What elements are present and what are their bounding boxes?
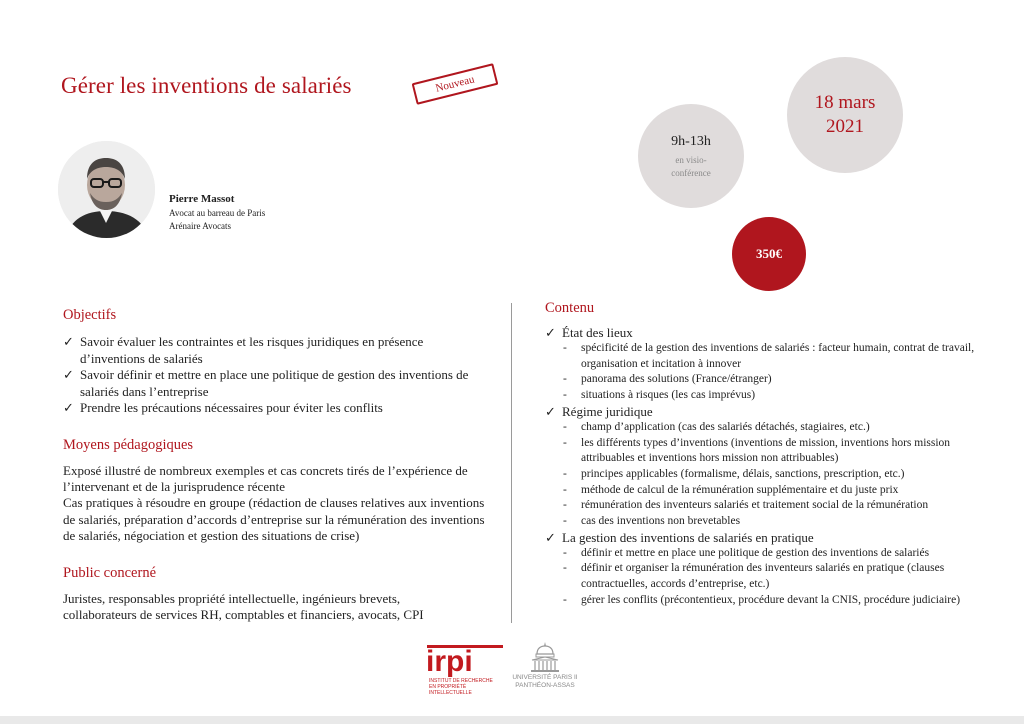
time-circle bbox=[638, 104, 744, 208]
list-item bbox=[545, 546, 1005, 562]
contenu-section-heading bbox=[545, 530, 1005, 546]
list-item-text: spécificité de la gestion des inventions de salariés : facteur humain, contrat de travail, organisation et incitation à innover bbox=[581, 342, 975, 370]
moyens-paragraph-1: Exposé illustré de nombreux exemples et cas concrets tirés de l’expérience de l’intervenant et de la jurisprudence récente bbox=[63, 463, 468, 495]
objectif-text: Prendre les précautions nécessaires pour éviter les conflits bbox=[80, 400, 383, 415]
dash-bullet: - bbox=[563, 389, 567, 402]
dash-bullet: - bbox=[563, 342, 567, 354]
dash-bullet: - bbox=[563, 562, 567, 575]
check-icon: ✓ bbox=[545, 529, 556, 545]
speaker-role: Avocat au barreau de Paris bbox=[169, 208, 266, 218]
list-item-text: rémunération des inventeurs salariés et traitement social de la rémunération bbox=[581, 499, 929, 512]
public-heading: Public concerné bbox=[63, 565, 157, 581]
list-item-text: gérer les conflits (précontentieux, procédure devant la CNIS, procédure judiciaire) bbox=[581, 593, 961, 606]
list-item bbox=[545, 388, 1005, 404]
list-item-text: situations à risques (les cas imprévus) bbox=[581, 389, 756, 402]
list-item-text: panorama des solutions (France/étranger) bbox=[581, 373, 772, 386]
contenu-section-heading bbox=[545, 325, 1005, 341]
dash-bullet: - bbox=[563, 373, 567, 386]
list-item bbox=[545, 372, 1005, 388]
list-item bbox=[545, 467, 1005, 483]
list-item-text: les différents types d’inventions (inventions de mission, inventions hors mission attribuables et inventions hors mission non attribuables) bbox=[581, 436, 951, 465]
section-heading-text: Régime juridique bbox=[562, 403, 653, 419]
list-item-text: cas des inventions non brevetables bbox=[581, 515, 741, 528]
time-range: 9h-13h bbox=[671, 133, 711, 149]
list-item bbox=[545, 514, 1005, 530]
list-item bbox=[545, 436, 1005, 467]
dash-bullet: - bbox=[563, 499, 567, 512]
public-text: Juristes, responsables propriété intellectuelle, ingénieurs brevets, collaborateurs de services RH, comptables et financiers, avocats, CPI bbox=[63, 591, 424, 623]
price-label: 350€ bbox=[756, 246, 782, 261]
objectif-item bbox=[63, 367, 483, 400]
page-title: Gérer les inventions de salariés bbox=[61, 73, 352, 98]
list-item-text: définir et mettre en place une politique de gestion des inventions de salariés bbox=[581, 546, 930, 559]
section-heading-text: État des lieux bbox=[562, 325, 633, 340]
speaker-firm: Arénaire Avocats bbox=[169, 221, 232, 231]
irpi-wordmark: irpi bbox=[426, 645, 473, 678]
objectifs-heading: Objectifs bbox=[63, 307, 117, 323]
objectifs-list bbox=[63, 334, 483, 417]
list-item bbox=[545, 483, 1005, 499]
speaker-photo-icon bbox=[58, 141, 155, 238]
dash-bullet: - bbox=[563, 436, 567, 449]
list-item bbox=[545, 420, 1005, 436]
list-item-text: principes applicables (formalisme, délais, sanctions, prescription, etc.) bbox=[581, 467, 905, 480]
check-icon: ✓ bbox=[545, 325, 556, 340]
check-icon: ✓ bbox=[63, 367, 74, 382]
check-icon: ✓ bbox=[63, 334, 74, 349]
check-icon: ✓ bbox=[545, 403, 556, 419]
dash-bullet: - bbox=[563, 593, 567, 606]
page-bottom-edge bbox=[0, 716, 1024, 724]
mode-line-1: en visio- bbox=[675, 154, 707, 165]
date-circle bbox=[787, 57, 903, 173]
list-item-text: champ d’application (cas des salariés détachés, stagiaires, etc.) bbox=[581, 420, 870, 433]
irpi-caption: INSTITUT DE RECHERCHE EN PROPRIÉTÉ INTELLECTUELLE bbox=[429, 678, 493, 696]
dash-bullet: - bbox=[563, 483, 567, 496]
list-item bbox=[545, 593, 1005, 609]
objectif-text: Savoir évaluer les contraintes et les risques juridiques en présence d’inventions de salariés bbox=[80, 334, 424, 366]
list-item bbox=[545, 341, 1005, 372]
price-circle bbox=[732, 217, 806, 291]
speaker-name: Pierre Massot bbox=[169, 193, 235, 205]
contenu-list bbox=[545, 325, 1005, 609]
dash-bullet: - bbox=[563, 546, 567, 559]
objectif-item bbox=[63, 400, 483, 417]
university-line-1: UNIVERSITÉ PARIS II bbox=[512, 674, 578, 681]
university-name bbox=[510, 674, 580, 690]
contenu-heading: Contenu bbox=[545, 300, 595, 316]
pantheon-dome-icon bbox=[510, 640, 580, 674]
list-item-text: définir et organiser la rémunération des inventeurs salariés en pratique (clauses contractuelles, accords d’entreprise, etc.) bbox=[581, 562, 945, 591]
section-heading-text: La gestion des inventions de salariés en pratique bbox=[562, 529, 814, 545]
objectif-item bbox=[63, 334, 483, 367]
irpi-logo bbox=[426, 644, 504, 700]
mode-line-2: conférence bbox=[671, 167, 711, 178]
list-item bbox=[545, 561, 1005, 592]
column-divider bbox=[511, 303, 512, 623]
university-line-2: PANTHÉON-ASSAS bbox=[515, 682, 575, 689]
list-item-text: méthode de calcul de la rémunération supplémentaire et du juste prix bbox=[581, 483, 899, 496]
dash-bullet: - bbox=[563, 420, 567, 433]
moyens-heading: Moyens pédagogiques bbox=[63, 437, 194, 453]
moyens-text bbox=[63, 463, 488, 544]
new-stamp: Nouveau bbox=[412, 63, 499, 105]
dash-bullet: - bbox=[563, 515, 567, 528]
check-icon: ✓ bbox=[63, 400, 74, 415]
date-day: 18 mars bbox=[814, 92, 876, 113]
date-year: 2021 bbox=[826, 116, 864, 137]
speaker-avatar bbox=[58, 141, 155, 238]
dash-bullet: - bbox=[563, 467, 567, 480]
list-item bbox=[545, 498, 1005, 514]
moyens-paragraph-2: Cas pratiques à résoudre en groupe (rédaction de clauses relatives aux inventions de salariés, préparation d’accords d’entreprise sur la rémunération des inventions de salariés, négociation et gestion des situations de crise) bbox=[63, 495, 485, 543]
university-logo bbox=[510, 640, 580, 700]
objectif-text: Savoir définir et mettre en place une politique de gestion des inventions de salariés dans l’entreprise bbox=[80, 367, 469, 399]
contenu-section-heading bbox=[545, 404, 1005, 420]
